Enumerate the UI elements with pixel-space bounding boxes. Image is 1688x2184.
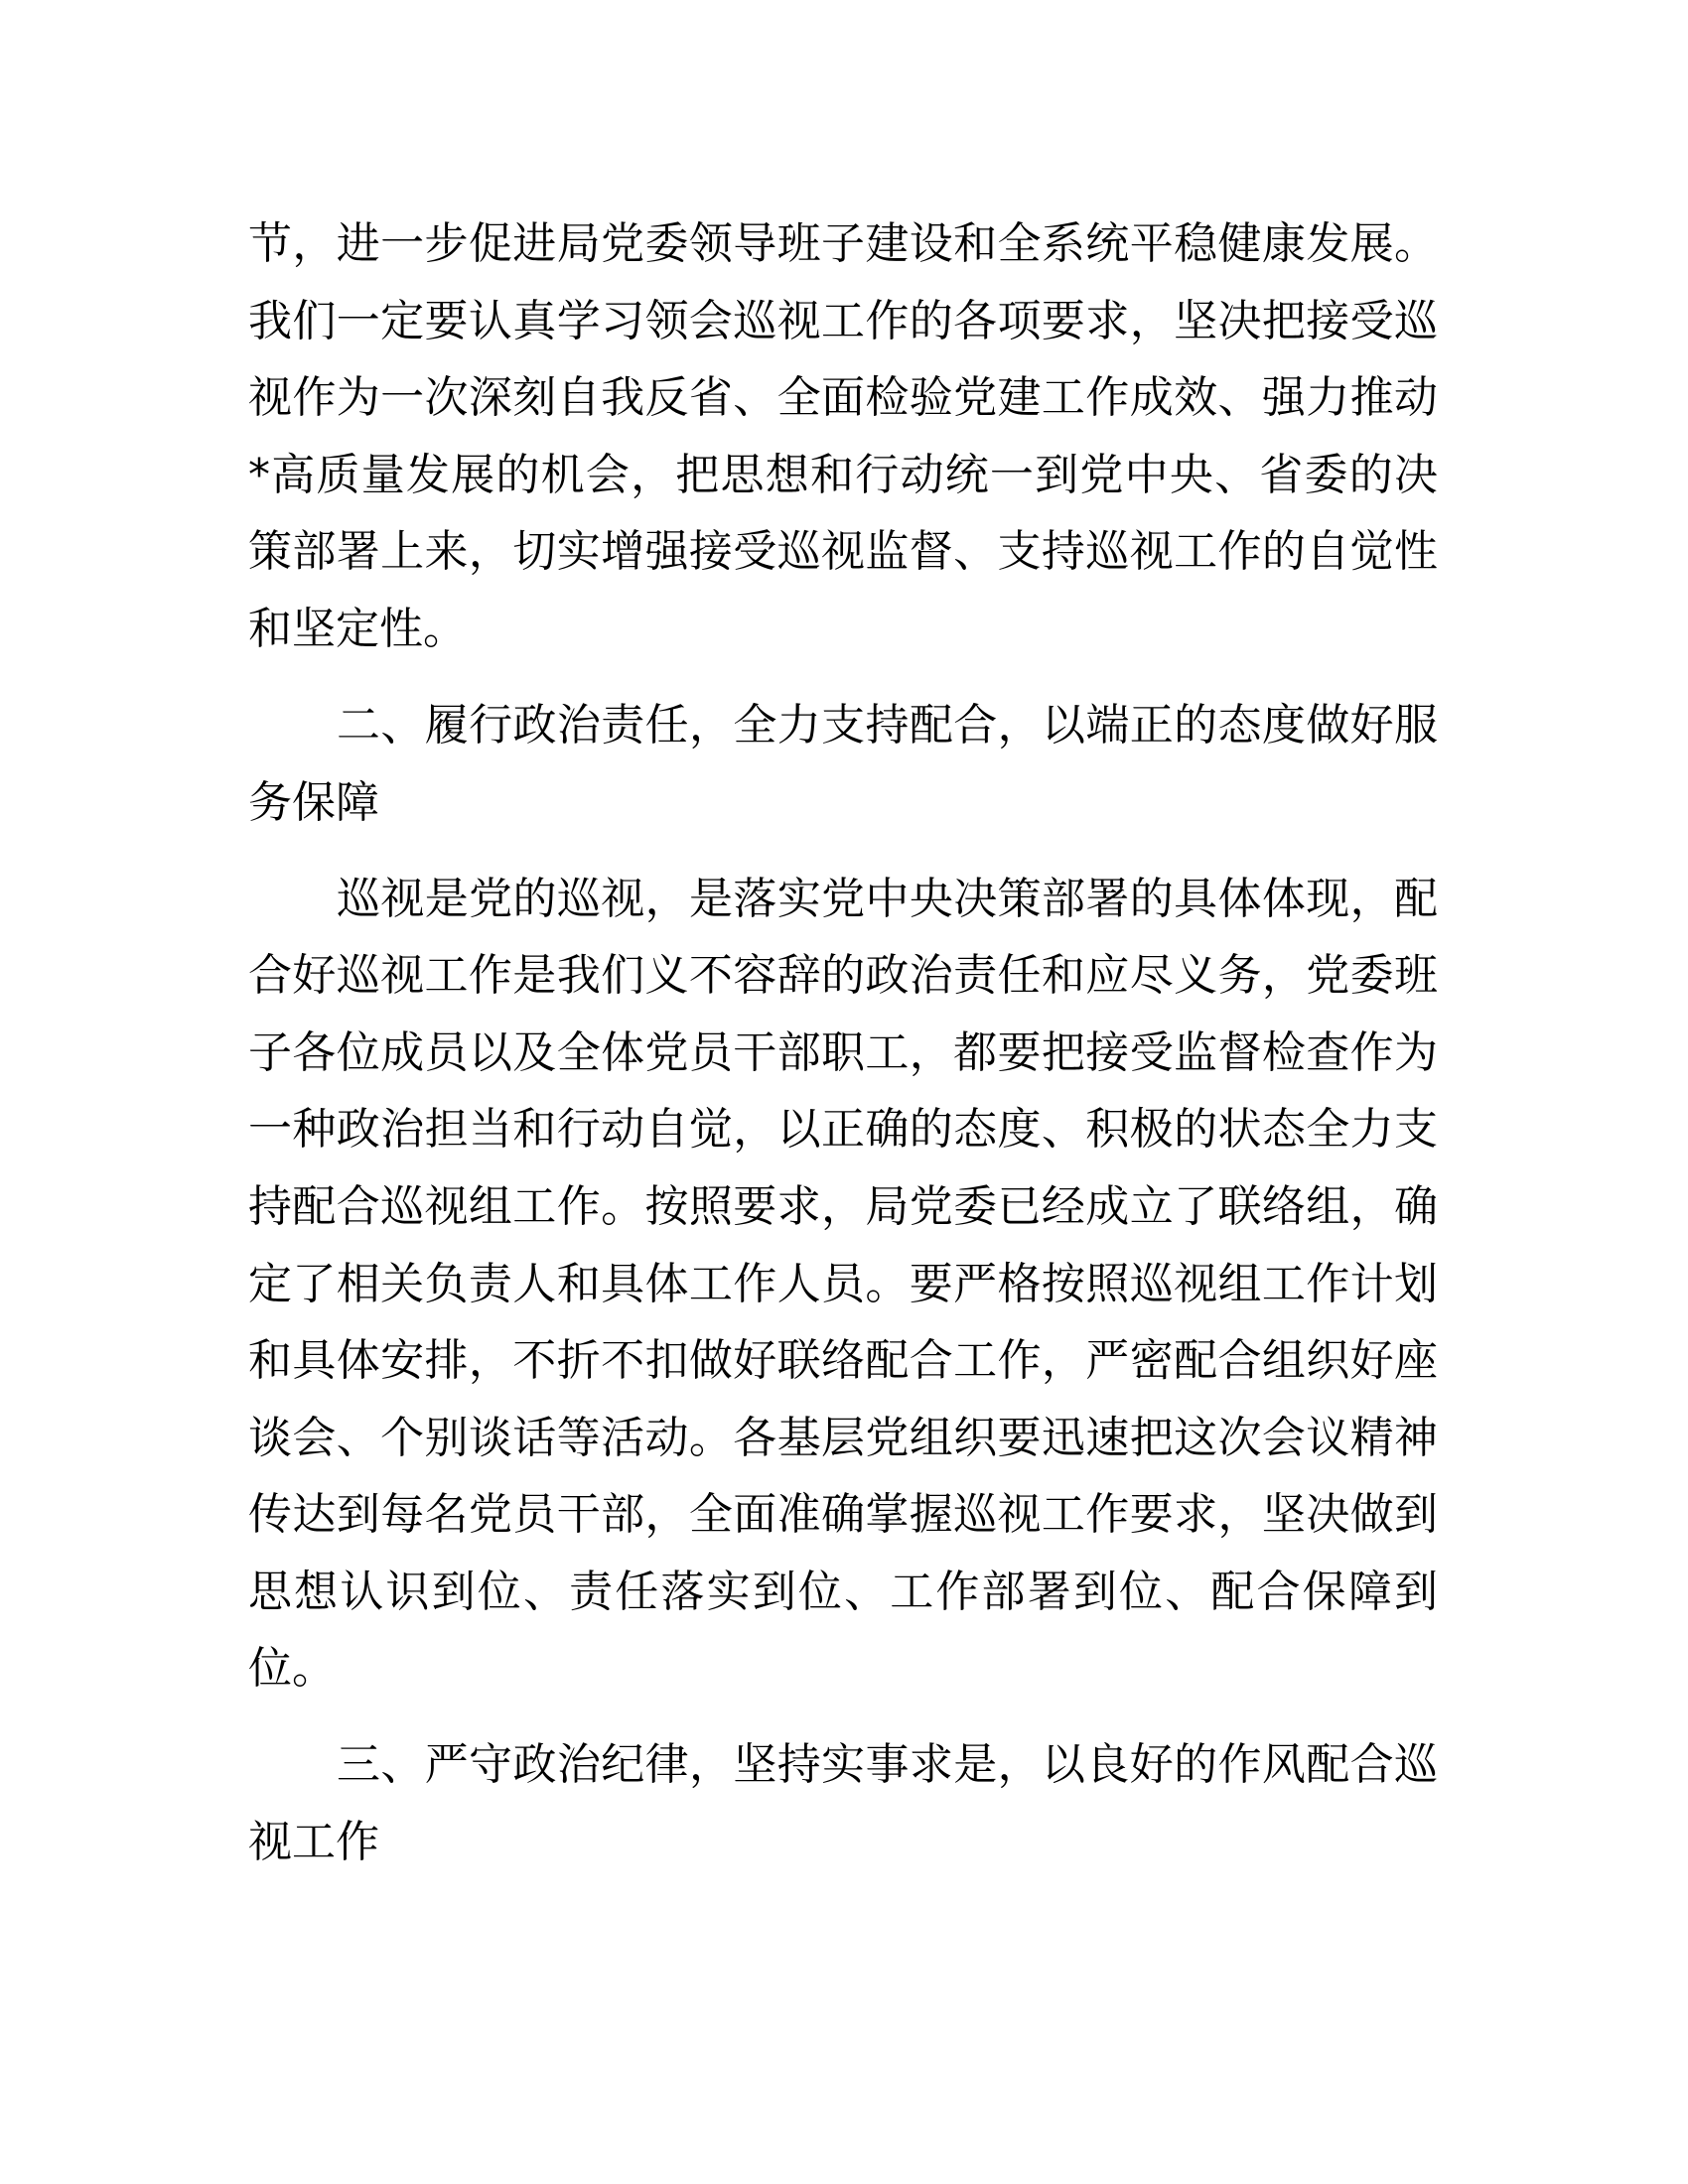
heading-line: 务保障 [248, 776, 379, 828]
text-line: 合好巡视工作是我们义不容辞的政治责任和应尽义务，党委班 [248, 950, 1438, 1002]
document-page [248, 205, 1438, 1900]
text-line: 和坚定性。 [248, 603, 467, 654]
heading-line: 二、履行政治责任，全力支持配合，以端正的态度做好服 [337, 699, 1438, 751]
text-line: 思想认识到位、责任落实到位、工作部署到位、配合保障到 [248, 1566, 1438, 1617]
text-line: 传达到每名党员干部，全面准确掌握巡视工作要求，坚决做到 [248, 1489, 1438, 1541]
text-line: 位。 [248, 1643, 336, 1695]
text-line: 策部署上来，切实增强接受巡视监督、支持巡视工作的自觉性 [248, 526, 1438, 578]
section-heading-3 [248, 1726, 1438, 1880]
text-line: 谈会、个别谈话等活动。各基层党组织要迅速把这次会议精神 [248, 1412, 1438, 1463]
text-line: 和具体安排，不折不扣做好联络配合工作，严密配合组织好座 [248, 1335, 1438, 1387]
text-line: *高质量发展的机会，把思想和行动统一到党中央、省委的决 [248, 449, 1438, 500]
text-line: 巡视是党的巡视，是落实党中央决策部署的具体体现，配 [337, 873, 1438, 924]
section-heading-2 [248, 687, 1438, 841]
text-line: 视作为一次深刻自我反省、全面检验党建工作成效、强力推动 [248, 372, 1438, 424]
body-paragraph-2 [248, 861, 1438, 1708]
body-paragraph-1 [248, 205, 1438, 668]
heading-line: 视工作 [248, 1817, 379, 1868]
text-line: 我们一定要认真学习领会巡视工作的各项要求，坚决把接受巡 [248, 295, 1438, 346]
text-line: 子各位成员以及全体党员干部职工，都要把接受监督检查作为 [248, 1026, 1438, 1078]
text-line: 持配合巡视组工作。按照要求，局党委已经成立了联络组，确 [248, 1180, 1438, 1232]
text-line: 定了相关负责人和具体工作人员。要严格按照巡视组工作计划 [248, 1258, 1438, 1309]
text-line: 一种政治担当和行动自觉，以正确的态度、积极的状态全力支 [248, 1104, 1438, 1156]
text-line: 节，进一步促进局党委领导班子建设和全系统平稳健康发展。 [248, 218, 1438, 269]
heading-line: 三、严守政治纪律，坚持实事求是，以良好的作风配合巡 [337, 1739, 1438, 1791]
